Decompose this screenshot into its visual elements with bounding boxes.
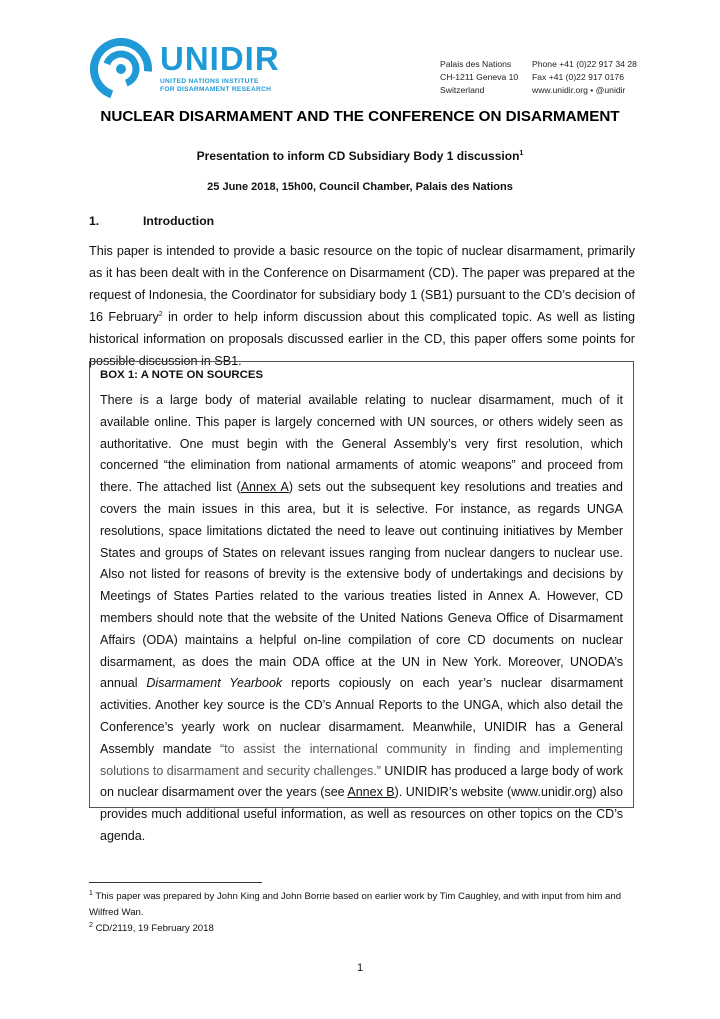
footnote-ref-2[interactable]: 2 xyxy=(158,310,163,318)
contact-block: Phone +41 (0)22 917 34 28 Fax +41 (0)22 917 0176 www.unidir.org • @unidir xyxy=(532,59,637,95)
logo-wordmark: UNIDIR xyxy=(160,40,280,77)
unidir-logo xyxy=(88,38,288,98)
box-body: There is a large body of material available relating to nuclear disarmament, much of it available online. This paper is largely concerned with UN sources, or others widely seen as authoritative. One must begin with the General Assembly’s very first resolution, which concerned “the elimination from national armaments of atomic weapons” and proceed from there. The attached list (Annex A) sets out the subsequent key resolutions and treaties and covers the main issues in this area, but it is selective. For instance, as regards UNGA resolutions, space limitations dictated the need to leave out continuing initiatives by Member States and groups of States on relevant issues ranging from nuclear dangers to nuclear use. Also not listed for reasons of brevity is the extensive body of undertakings and decisions by Meetings of States Parties related to the various treaties listed in Annex A. However, CD members should note that the website of the United Nations Geneva Office of Disarmament Affairs (ODA) maintains a helpful on-line compilation of core CD documents on nuclear disarmament, as does the main ODA office at the UN in New York. Moreover, UNODA’s annual Disarmament Yearbook reports copiously on each year’s nuclear disarmament activities. Another key source is the CD’s Annual Reports to the UNGA, which also detail the Conference’s yearly work on nuclear disarmament. Meanwhile, UNIDIR has a General Assembly mandate “to assist the international community in finding and implementing solutions to disarmament and security challenges.” UNIDIR has produced a large body of work on nuclear disarmament over the years (see Annex B). UNIDIR’s website (www.unidir.org) also provides much additional useful information, as well as resources on other topics on the CD’s agenda. xyxy=(100,393,623,843)
footnote-ref-1[interactable]: 1 xyxy=(519,150,524,157)
footnote-divider xyxy=(89,882,262,883)
logo-subtitle: UNITED NATIONS INSTITUTE FOR DISARMAMENT RESEARCH xyxy=(160,78,272,93)
document-subtitle: Presentation to inform CD Subsidiary Body 1 discussion$^1$ xyxy=(196,149,524,163)
intro-paragraph: This paper is intended to provide a basic resource on the topic of nuclear disarmament, primarily as it has been dealt with in the Conference on Disarmament (CD). The paper was prepared at the request of Indonesia, the Coordinator for subsidiary body 1 (SB1) pursuant to the CD’s decision of 16 February$^2$ in order to help inform discussion about this complicated topic. As well as listing historical information on proposals discussed earlier in the CD, this paper offers some points for possible discussion in SB1. xyxy=(89,244,635,368)
unidir-emblem-icon xyxy=(88,38,158,100)
yearbook-title: Disarmament Yearbook xyxy=(146,676,283,691)
annex-b-link[interactable]: Annex B xyxy=(347,785,395,800)
sources-box xyxy=(89,361,634,843)
annex-a-link[interactable]: Annex A xyxy=(240,480,289,495)
document-title: NUCLEAR DISARMAMENT AND THE CONFERENCE ON DISARMAMENT xyxy=(100,108,620,125)
page-number: 1 xyxy=(356,962,364,974)
mandate-quote: “to assist the international community in finding and implementing solutions to disarmament and security challenges.” xyxy=(100,741,623,778)
document-dateline: 25 June 2018, 15h00, Council Chamber, Palais des Nations xyxy=(207,181,513,193)
footnote-2: $^2$ CD/2119, 19 February 2018 xyxy=(89,921,214,934)
address-block: Palais des Nations CH-1211 Geneva 10 Switzerland xyxy=(440,59,519,95)
box-title: BOX 1: A NOTE ON SOURCES xyxy=(100,369,264,381)
footnote-1: $^1$ This paper was prepared by John King and John Borrie based on earlier work by Tim Caughley, and with input from him and Wilfred Wan. xyxy=(89,889,622,918)
footnotes xyxy=(89,889,637,937)
section-heading: 1. Introduction xyxy=(89,214,215,228)
